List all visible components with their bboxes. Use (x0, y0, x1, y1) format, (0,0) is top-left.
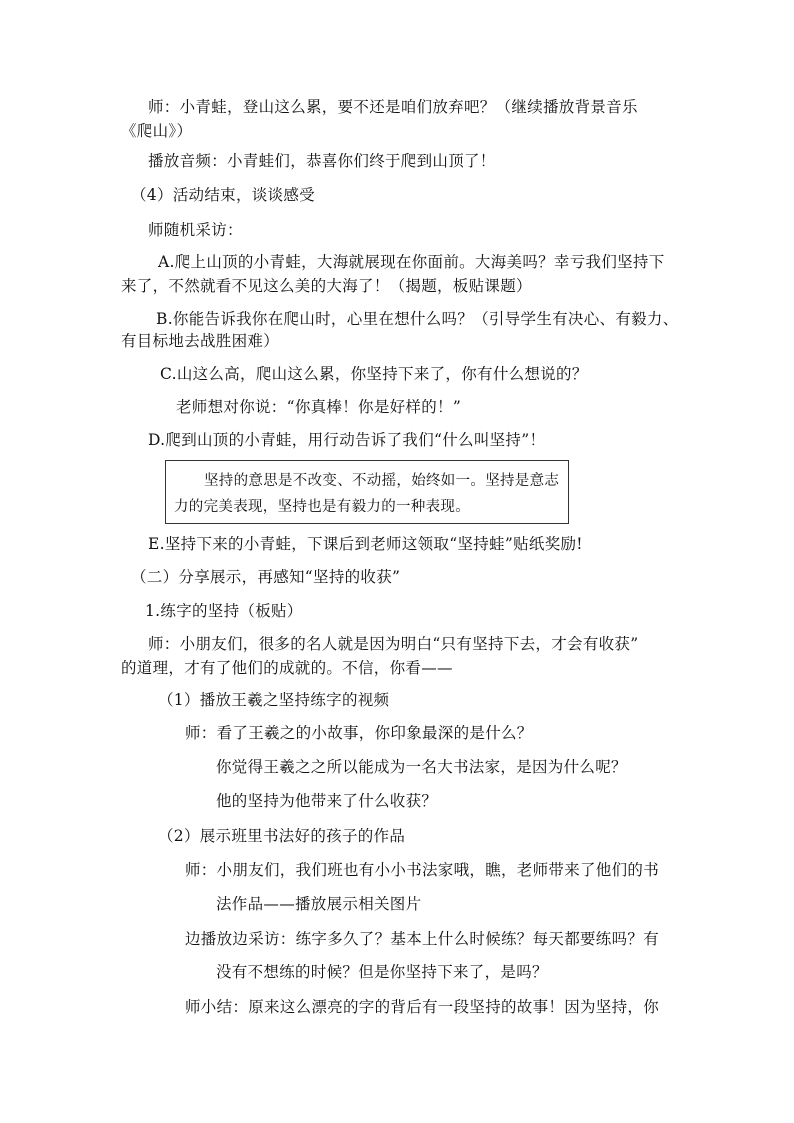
paragraph-line: 有目标地去战胜困难） (121, 332, 280, 350)
subsection-heading: （2）展示班里书法好的孩子的作品 (158, 827, 406, 845)
paragraph-line: 《爬山》） (121, 122, 193, 140)
subsection-heading: （1）播放王羲之坚持练字的视频 (158, 691, 390, 709)
box-line: 坚持的意思是不改变、不动摇，始终如一。坚持是意志 (204, 473, 560, 489)
paragraph-line: 没有不想练的时候？但是你坚持下来了，是吗？ (216, 963, 548, 981)
paragraph-line: E.坚持下来的小青蛙，下课后到老师这领取“坚持蛙”贴纸奖励! (148, 535, 583, 553)
paragraph-line: B.你能告诉我你在爬山时，心里在想什么吗？（引导学生有决心、有毅力、 (156, 310, 679, 328)
paragraph-line: C.山这么高，爬山这么累，你坚持下来了，你有什么想说的？ (160, 365, 588, 383)
box-line: 力的完美表现，坚持也是有毅力的一种表现。 (174, 499, 470, 515)
paragraph-line: 边播放边采访：练字多久了？基本上什么时候练？每天都要练吗？有 (185, 930, 660, 948)
paragraph-line: 师小结：原来这么漂亮的字的背后有一段坚持的故事！因为坚持，你 (185, 998, 660, 1016)
paragraph-line: 师：小朋友们，我们班也有小小书法家哦，瞧，老师带来了他们的书 (185, 861, 660, 879)
paragraph-line: D.爬到山顶的小青蛙，用行动告诉了我们“什么叫坚持”！ (148, 431, 546, 449)
paragraph-line: 师：小朋友们，很多的名人就是因为明白“只有坚持下去，才会有收获” (148, 635, 639, 653)
paragraph-line: 的道理，才有了他们的成就的。不信，你看—— (121, 659, 453, 677)
paragraph-line: 师随机采访： (148, 221, 243, 239)
paragraph-line: 他的坚持为他带来了什么收获？ (216, 792, 438, 810)
paragraph-line: A.爬上山顶的小青蛙，大海就展现在你面前。大海美吗？幸亏我们坚持下 (158, 253, 665, 271)
paragraph-line: 你觉得王羲之之所以能成为一名大书法家，是因为什么呢？ (216, 758, 627, 776)
paragraph-line: 师：小青蛙，登山这么累，要不还是咱们放弃吧？（继续播放背景音乐 (148, 98, 638, 116)
paragraph-line: 来了，不然就看不见这么美的大海了！（揭题，板贴课题） (121, 277, 532, 295)
section-heading: （二）分享展示，再感知“坚持的收获” (131, 568, 401, 586)
paragraph-line: 老师想对你说：“你真棒！你是好样的！” (176, 398, 462, 416)
paragraph-line: 师：看了王羲之的小故事，你印象最深的是什么？ (185, 724, 533, 742)
paragraph-line: 播放音频：小青蛙们，恭喜你们终于爬到山顶了！ (148, 152, 496, 170)
definition-box (165, 460, 569, 524)
section-heading: （4）活动结束，谈谈感受 (131, 186, 315, 204)
subsection-heading: 1.练字的坚持（板贴） (145, 602, 303, 620)
paragraph-line: 法作品——播放展示相关图片 (216, 895, 422, 913)
